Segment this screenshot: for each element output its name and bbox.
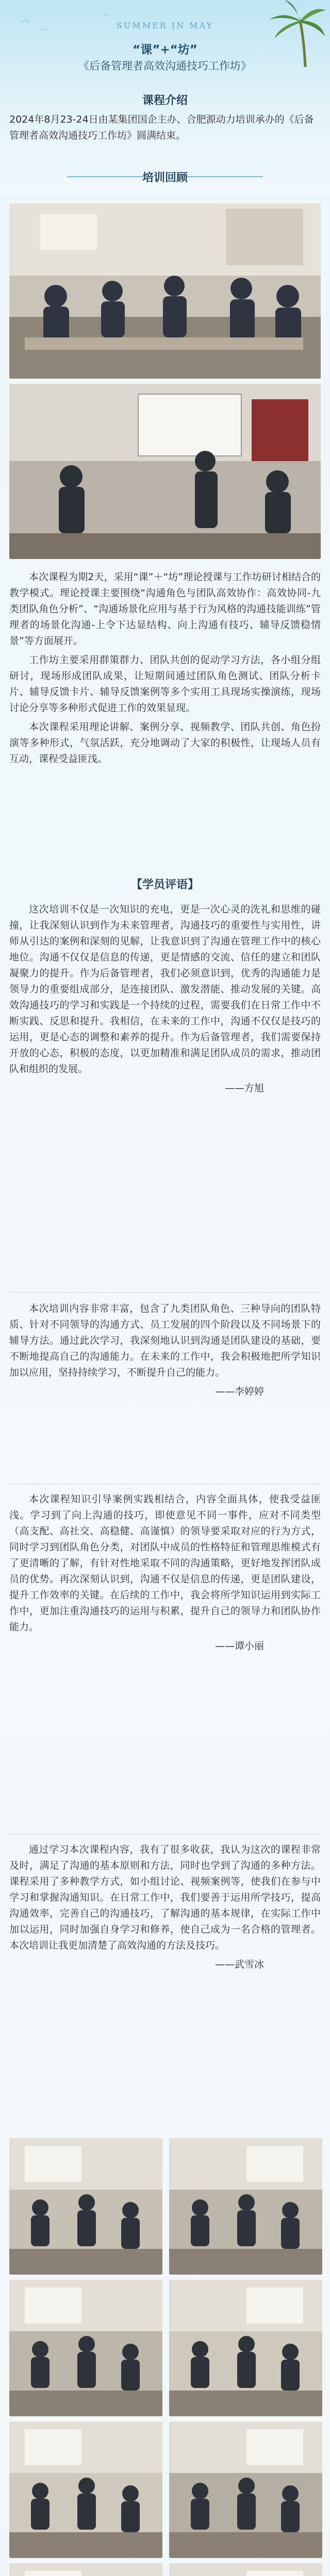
training-photo-2 [9,384,321,559]
gallery-photo [169,2563,322,2576]
summary-paragraph: 工作坊主要采用群策群力、团队共创的促动学习方法，各小组分组研讨，现场形成团队成果，让短期间通过团队角色测试、团队分析卡片、辅导反馈卡片、辅导反馈案例等多个实用工具现场实操演练，现场讨论分享等多种形式促进工作的效果显现。 [9,654,321,714]
feedback-item-3 [9,1492,321,1654]
bird-icon: 〰 [41,26,48,35]
gallery-photo [169,2421,322,2558]
feedback-author: ——武雪冰 [214,1959,264,1970]
intro-section [9,92,321,144]
feedback-author: ——李婷婷 [214,1386,264,1397]
bird-icon: 〰 [103,11,110,19]
divider [9,1292,321,1293]
review-heading: 培训回顾 [142,172,188,184]
gallery-photo [9,2421,162,2558]
gallery-photo [9,2280,162,2416]
feedback-text: 本次培训内容非常丰富，包含了九类团队角色、三种导向的团队特质、针对不同领导的沟通方式、员工发展的四个阶段以及不同场景下的辅导方法。通过此次学习，我深刻地认识到沟通是团队建设的基础，要不断地提高自己的沟通能力。在未来的工作中，我会积极地把所学知识加以应用，坚持持续学习，不断提升自己的能力。 [9,1303,321,1378]
feedback-item-1 [9,902,321,1096]
summary-paragraph: 本次课程采用理论讲解、案例分享、视频教学、团队共创、角色扮演等多种形式，气氛活跃，充分地调动了大家的积极性，让现场人员有互动，课程受益匪浅。 [9,721,321,765]
feedback-author: ——谭小丽 [214,1640,264,1652]
banner-text: SUMMER IN MAY [116,21,214,30]
gallery-photo [9,2563,162,2576]
intro-text: 2024年8月23-24日由某集团国企主办、合肥源动力培训承办的《后备管理者高效沟通技巧工作坊》圆满结束。 [9,114,314,141]
feedback-text: 本次课程知识引导案例实践相结合，内容全面具体，使我受益匪浅。学习到了向上沟通的技巧，即使意见不同一事件，应对不同类型（高支配、高社交、高稳健、高谨慎）的领导要采取对应的行为方式，同时学习到团队角色分类，对团队中成员的性格特征和管理思维模式有了更清晰的了解，有针对性地采取不同的沟通策略，更好地发挥团队成员的优势。再次深刻认识到，沟通不仅是信息的传递，更是团队建设，提升工作效率的关键。在后续的工作中，我会将所学知识运用到实际工作中，更加注重沟通技巧的运用与积累，提升自己的领导力和团队协作能力。 [9,1494,321,1633]
feedback-text: 这次培训不仅是一次知识的充电，更是一次心灵的洗礼和思维的碰撞，让我深刻认识到作为未来管理者，沟通技巧的重要性与实用性，讲师从引达的案例和深刻的见解，让我意识到了沟通在管理工作中的核心地位。沟通不仅仅是信息的传递，更是情感的交流、信任的建立和团队凝聚力的提升。作为后备管理者，我们必须意识到，优秀的沟通能力是领导力的重要组成部分，是连接团队、激发潜能、推动发展的关键。高效沟通技巧的学习和实践是一个持续的过程，需要我们在日常工作中不断实践、反思和提升。我相信，在未来的工作中，沟通不仅仅是技巧的运用，更是心态的调整和素养的提升。作为后备管理者，我们需要保持开放的心态，积极的态度，以更加精准和满足团队成员的需求，推动团队和组织的发展。 [9,904,321,1075]
training-photo-1 [9,204,321,379]
feedback-item-2 [9,1301,321,1400]
page-subtitle: 《后备管理者高效沟通技巧工作坊》 [78,60,252,72]
feedback-heading: 【学员评语】 [130,878,199,891]
page-title: “课”+“坊” [133,43,197,57]
gallery-photo [169,2280,322,2416]
feedback-text: 通过学习本次课程内容，我有了很多收获，我认为这次的课程非常及时，满足了沟通的基本原则和方法，同时也学到了沟通的多种方法。课程采用了多种教学方式，如小组讨论、视频案例等，使我们在参与中学习和掌握沟通知识。在日常工作中，我们要善于运用所学技巧，提高沟通效率，完善自己的沟通技巧，了解沟通的基本规律，在实际工作中加以运用，同时加强自身学习和修养，使自己成为一名合格的管理者。本次培训让我更加清楚了高效沟通的方法及技巧。 [9,1844,321,1951]
feedback-item-4 [9,1842,321,1973]
gallery-photo [169,2138,322,2275]
gallery-photo [9,2138,162,2275]
divider [9,1834,321,1835]
summary-section [9,569,321,770]
bird-icon: 〰 [21,16,30,27]
feedback-author: ——方旭 [224,1082,264,1094]
intro-heading: 课程介绍 [142,94,188,107]
summary-paragraph: 本次课程为期2天，采用“课”＋“坊”理论授课与工作坊研讨相结合的教学模式。理论授课主要围绕“沟通角色与团队高效协作：高效协同-九类团队角色分析”、“沟通场景化应用与基于行为风格的沟通技能训练”管理者的场景化沟通-上令下达显结构、向上沟通有技巧、辅导反馈稳情景”等方面展开。 [9,571,321,647]
review-heading-bar [0,166,330,187]
header-banner [0,0,330,196]
